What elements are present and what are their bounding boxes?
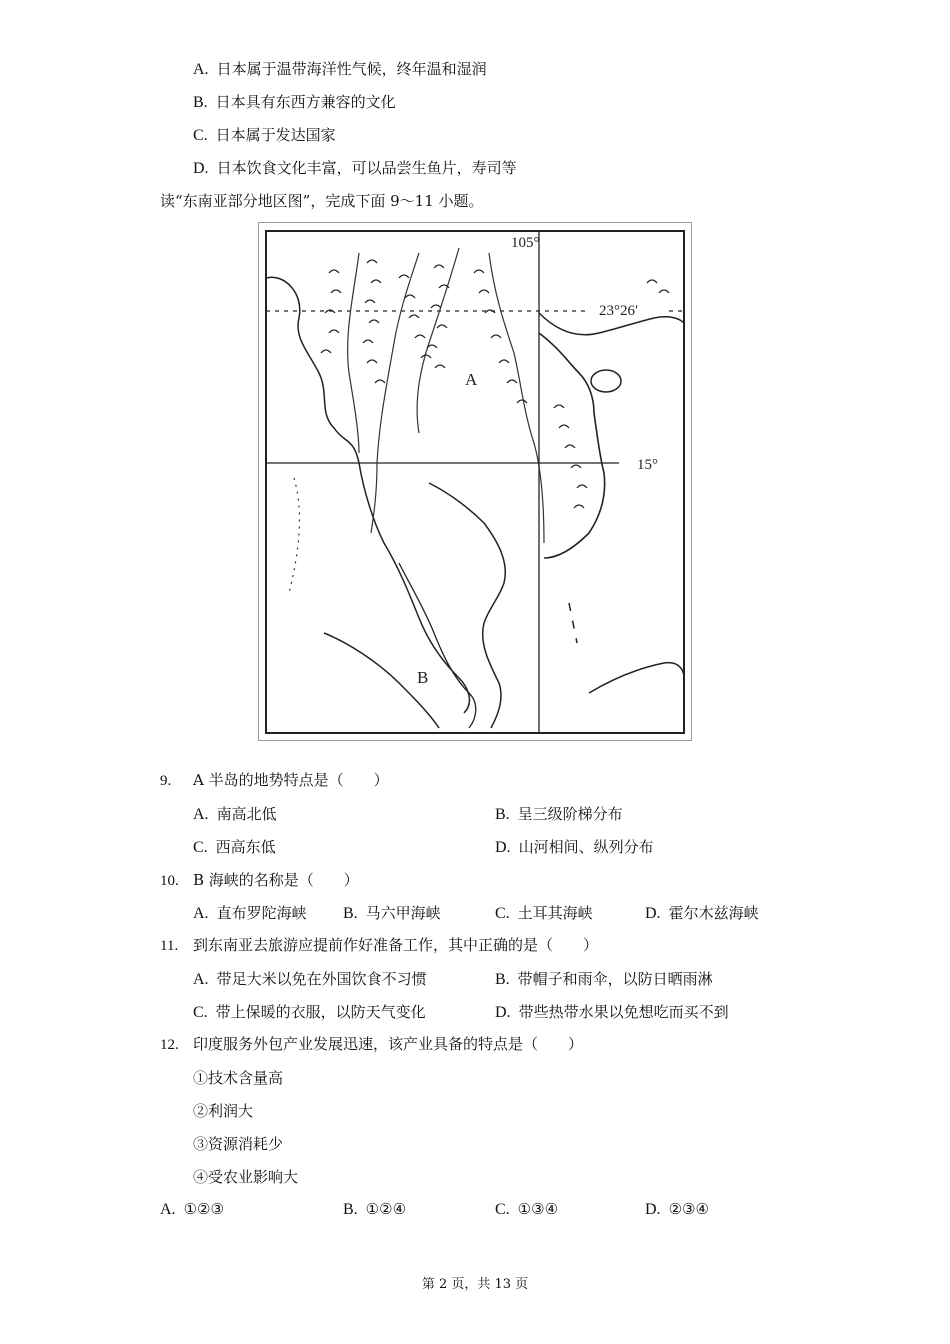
- q11-option-a: A. 带足大米以免在外国饮食不习惯: [193, 970, 427, 988]
- label-a: A: [465, 370, 478, 389]
- q12-item-1: ①技术含量高: [193, 1069, 284, 1087]
- q10-stem: 10. B 海峡的名称是（ ）: [160, 871, 359, 889]
- q12-item-3: ③资源消耗少: [193, 1135, 284, 1153]
- q9-option-b: B. 呈三级阶梯分布: [495, 805, 623, 823]
- prev-option-a: A. 日本属于温带海洋性气候，终年温和湿润: [193, 60, 487, 78]
- label-b: B: [417, 668, 429, 687]
- lat-15-label: 15°: [637, 457, 658, 473]
- lon-105-label: 105°: [511, 235, 540, 251]
- prev-option-b: B. 日本具有东西方兼容的文化: [193, 93, 396, 111]
- q12-stem: 12. 印度服务外包产业发展迅速，该产业具备的特点是（ ）: [160, 1035, 584, 1053]
- q12-item-2: ②利润大: [193, 1102, 254, 1120]
- q12-option-a: A. ①②③: [160, 1200, 224, 1218]
- q9-stem: 9. A 半岛的地势特点是（ ）: [160, 771, 389, 789]
- coastline-west: [266, 277, 469, 713]
- river-3: [489, 253, 544, 543]
- intro-text: 读“东南亚部分地区图”，完成下面 9～11 小题。: [160, 192, 484, 210]
- prev-option-c: C. 日本属于发达国家: [193, 126, 336, 144]
- q11-option-d: D. 带些热带水果以免想吃而买不到: [495, 1003, 729, 1021]
- q10-option-d: D. 霍尔木兹海峡: [645, 904, 759, 922]
- hainan-island: [591, 370, 621, 392]
- q9-option-d: D. 山河相间、纵列分布: [495, 838, 654, 856]
- page-footer: 第 2 页，共 13 页: [421, 1277, 529, 1292]
- borneo-coast: [589, 663, 684, 693]
- q10-option-c: C. 土耳其海峡: [495, 904, 593, 922]
- q11-option-b: B. 带帽子和雨伞，以防日晒雨淋: [495, 970, 713, 988]
- q12-option-c: C. ①③④: [495, 1200, 559, 1218]
- q11-stem: 11. 到东南亚去旅游应提前作好准备工作，其中正确的是（ ）: [160, 936, 599, 954]
- q11-option-c: C. 带上保暖的衣服，以防天气变化: [193, 1003, 426, 1021]
- tropic-label: 23°26′: [599, 303, 639, 319]
- q12-item-4: ④受农业影响大: [193, 1168, 299, 1186]
- southeast-asia-map: [258, 222, 692, 741]
- river-2: [417, 248, 459, 433]
- andaman-islands: [289, 478, 299, 593]
- q10-option-a: A. 直布罗陀海峡: [193, 904, 307, 922]
- q9-option-c: C. 西高东低: [193, 838, 276, 856]
- q12-option-d: D. ②③④: [645, 1200, 709, 1218]
- q9-option-a: A. 南高北低: [193, 805, 277, 823]
- malay-peninsula: [399, 563, 476, 728]
- prev-option-d: D. 日本饮食文化丰富，可以品尝生鱼片，寿司等: [193, 159, 517, 177]
- mountain-ranges: [321, 260, 669, 508]
- q10-option-b: B. 马六甲海峡: [343, 904, 441, 922]
- q12-option-b: B. ①②④: [343, 1200, 407, 1218]
- river-4: [348, 253, 359, 453]
- map-figure: [259, 223, 691, 740]
